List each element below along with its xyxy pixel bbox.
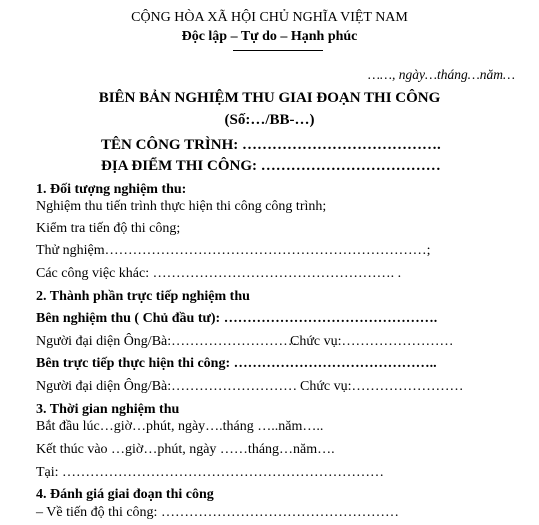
motto: Độc lập – Tự do – Hạnh phúc: [181, 29, 358, 44]
owner-representative: Người đại diện Ông/Bà:………………………: [36, 334, 298, 349]
contractor-label: Bên trực tiếp thực hiện thi công: ……………………………………..: [36, 356, 437, 371]
project-location-line: ĐỊA ĐIỂM THI CÔNG: ………………………………: [101, 158, 441, 174]
end-time: Kết thúc vào …giờ…phút, ngày ……tháng…năm….: [36, 442, 335, 457]
document-title: BIÊN BẢN NGHIỆM THU GIAI ĐOẠN THI CÔNG: [98, 90, 441, 106]
owner-position: Chức vụ:……………………: [290, 334, 454, 349]
section-1-line: Nghiệm thu tiến trình thực hiện thi công công trình;: [36, 199, 327, 214]
contractor-representative: Người đại diện Ông/Bà:………………………: [36, 379, 298, 394]
contractor-position: Chức vụ:……………………: [300, 379, 464, 394]
section-1-heading: 1. Đối tượng nghiệm thu:: [36, 182, 187, 197]
owner-label: Bên nghiệm thu ( Chủ đầu tư): ……………………………………….: [36, 311, 438, 326]
section-2-heading: 2. Thành phần trực tiếp nghiệm thu: [36, 289, 250, 304]
motto-underline: [233, 50, 323, 51]
section-3-heading: 3. Thời gian nghiệm thu: [36, 402, 180, 417]
section-1-line: Thử nghiệm……………………………………………………………;: [36, 243, 431, 258]
project-name-line: TÊN CÔNG TRÌNH: ………………………………….: [101, 137, 441, 153]
section-1-line: Các công việc khác: ……………………………………………. .: [36, 266, 402, 281]
document-number: (Số:…/BB-…): [224, 112, 315, 128]
start-time: Bắt đầu lúc…giờ…phút, ngày….tháng …..năm…..: [36, 419, 324, 434]
section-4-heading: 4. Đánh giá giai đoạn thi công: [36, 487, 214, 502]
progress-line: – Về tiến độ thi công: ……………………………………………: [36, 505, 399, 520]
section-1-line: Kiểm tra tiến độ thi công;: [36, 221, 181, 236]
place-line: Tại: ……………………………………………………………: [36, 465, 385, 480]
nation-header: CỘNG HÒA XÃ HỘI CHỦ NGHĨA VIỆT NAM: [131, 10, 408, 25]
date-line: ……, ngày…tháng…năm…: [368, 67, 516, 82]
